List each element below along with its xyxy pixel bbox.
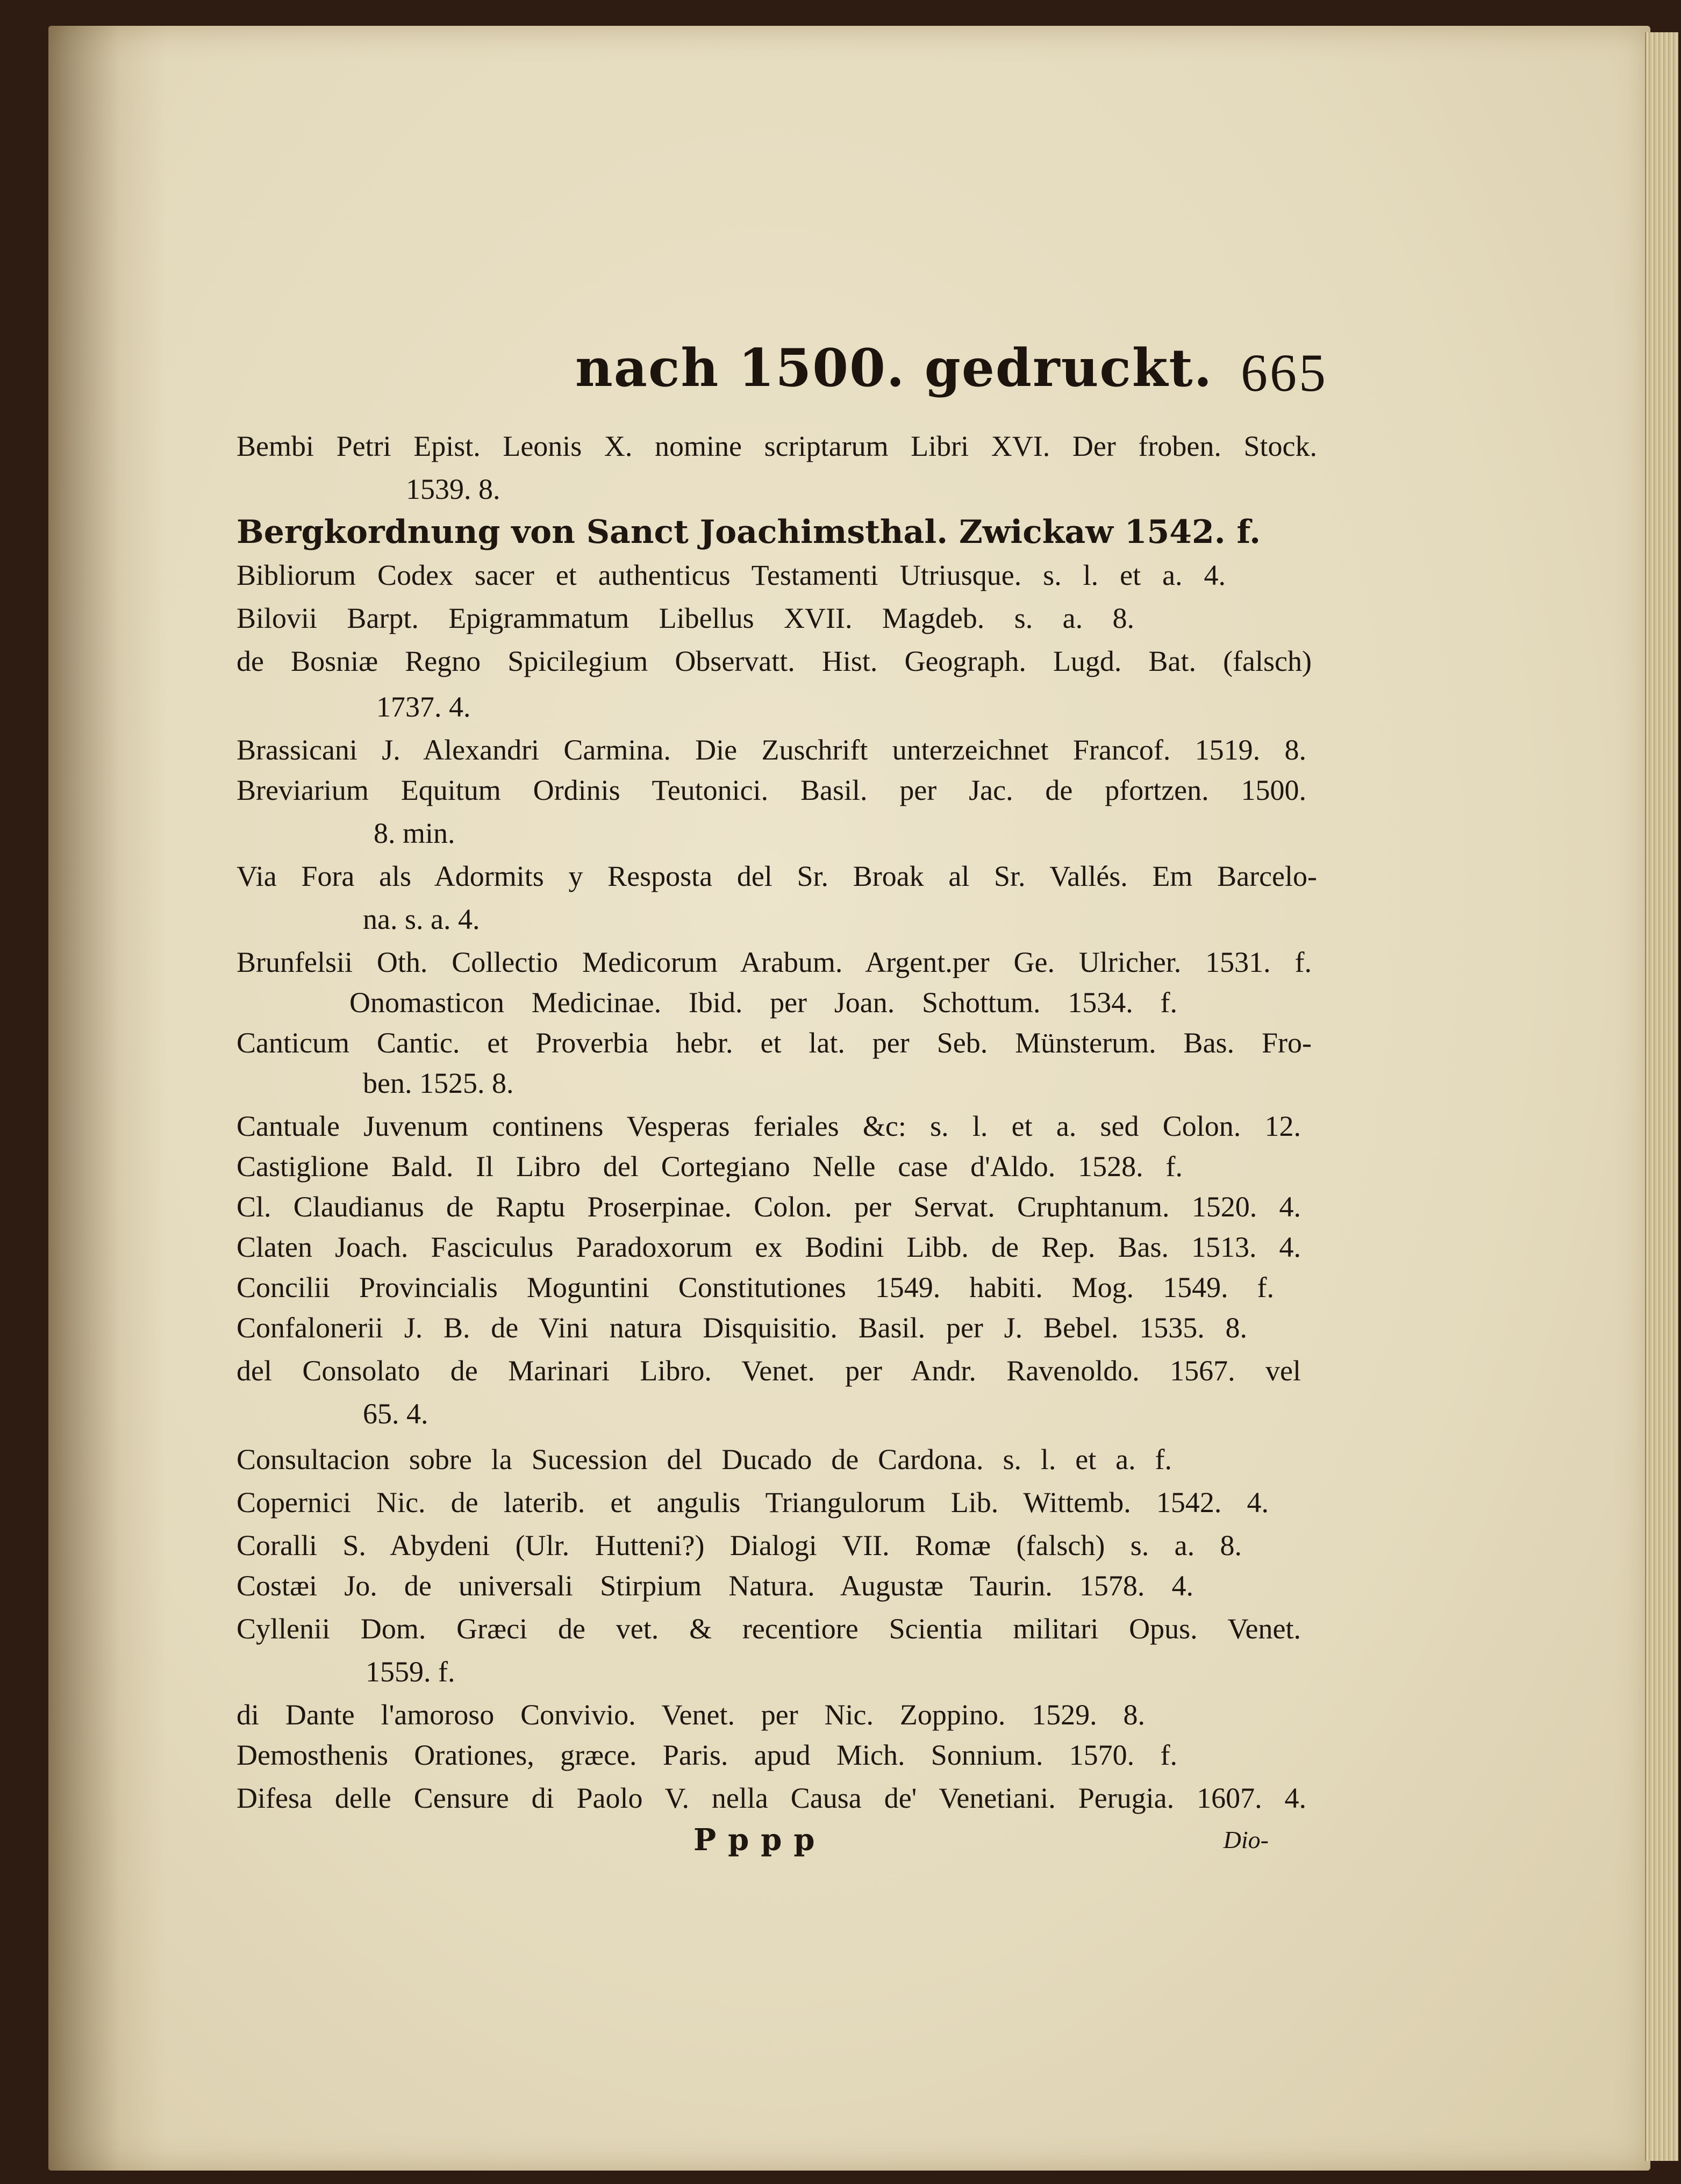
entry-line: di Dante l'amoroso Convivio. Venet. per Nic. Zoppino. 1529. 8. [237, 1699, 1145, 1731]
entry-line: Brassicani J. Alexandri Carmina. Die Zuschrift unterzeichnet Francof. 1519. 8. [237, 734, 1306, 766]
entry-line: Onomasticon Medicinae. Ibid. per Joan. Schottum. 1534. f. [349, 986, 1177, 1019]
entry-line: Concilii Provincialis Moguntini Constitutiones 1549. habiti. Mog. 1549. f. [237, 1271, 1274, 1304]
entry-line: Confalonerii J. B. de Vini natura Disquisitio. Basil. per J. Bebel. 1535. 8. [237, 1312, 1247, 1344]
entry-line: 1737. 4. [376, 691, 471, 723]
entry-line: Demosthenis Orationes, græce. Paris. apud Mich. Sonnium. 1570. f. [237, 1739, 1177, 1771]
entry-line: 65. 4. [363, 1398, 428, 1430]
entry-line: Bibliorum Codex sacer et authenticus Testamenti Utriusque. s. l. et a. 4. [237, 559, 1226, 591]
signature-mark: Pppp [693, 1822, 827, 1858]
entry-line: 1559. f. [366, 1656, 455, 1688]
entry-line: Difesa delle Censure di Paolo V. nella Causa de' Venetiani. Perugia. 1607. 4. [237, 1782, 1306, 1814]
entry-line: Copernici Nic. de laterib. et angulis Triangulorum Lib. Wittemb. 1542. 4. [237, 1486, 1269, 1519]
entry-line: Claten Joach. Fasciculus Paradoxorum ex Bodini Libb. de Rep. Bas. 1513. 4. [237, 1231, 1301, 1263]
entry-line: 1539. 8. [406, 473, 500, 505]
entry-line: Cl. Claudianus de Raptu Proserpinae. Colon. per Servat. Cruphtanum. 1520. 4. [237, 1191, 1301, 1223]
entry-line: Cantuale Juvenum continens Vesperas feriales &c: s. l. et a. sed Colon. 12. [237, 1110, 1301, 1142]
entry-line: Via Fora als Adormits y Resposta del Sr. Broak al Sr. Vallés. Em Barcelo- [237, 860, 1317, 892]
running-head-title: nach 1500. gedruckt. [575, 338, 1213, 398]
entry-line: Breviarium Equitum Ordinis Teutonici. Basil. per Jac. de pfortzen. 1500. [237, 774, 1306, 806]
entry-line: de Bosniæ Regno Spicilegium Observatt. Hist. Geograph. Lugd. Bat. (falsch) [237, 645, 1312, 677]
entry-line: Bergkordnung von Sanct Joachimsthal. Zwickaw 1542. f. [237, 513, 1261, 551]
page-number: 665 [1241, 343, 1328, 403]
entry-line: Castiglione Bald. Il Libro del Cortegiano Nelle case d'Aldo. 1528. f. [237, 1150, 1183, 1183]
entry-line: 8. min. [374, 817, 455, 849]
entry-line: na. s. a. 4. [363, 903, 480, 935]
entry-line: Brunfelsii Oth. Collectio Medicorum Arabum. Argent.per Ge. Ulricher. 1531. f. [237, 946, 1312, 978]
entry-line: del Consolato de Marinari Libro. Venet. per Andr. Ravenoldo. 1567. vel [237, 1355, 1301, 1387]
entry-line: Bilovii Barpt. Epigrammatum Libellus XVII. Magdeb. s. a. 8. [237, 602, 1134, 634]
entry-line: Consultacion sobre la Sucession del Ducado de Cardona. s. l. et a. f. [237, 1443, 1172, 1476]
entry-line: Bembi Petri Epist. Leonis X. nomine scriptarum Libri XVI. Der froben. Stock. [237, 430, 1317, 462]
entry-line: ben. 1525. 8. [363, 1067, 514, 1099]
entry-line: Canticum Cantic. et Proverbia hebr. et lat. per Seb. Münsterum. Bas. Fro- [237, 1027, 1312, 1059]
catchword: Dio- [1223, 1826, 1269, 1853]
entry-line: Costæi Jo. de universali Stirpium Natura. Augustæ Taurin. 1578. 4. [237, 1570, 1193, 1602]
entry-line: Cyllenii Dom. Græci de vet. & recentiore Scientia militari Opus. Venet. [237, 1613, 1301, 1645]
page-footer [693, 1822, 1269, 1871]
entry-line: Coralli S. Abydeni (Ulr. Hutteni?) Dialogi VII. Romæ (falsch) s. a. 8. [237, 1529, 1242, 1562]
